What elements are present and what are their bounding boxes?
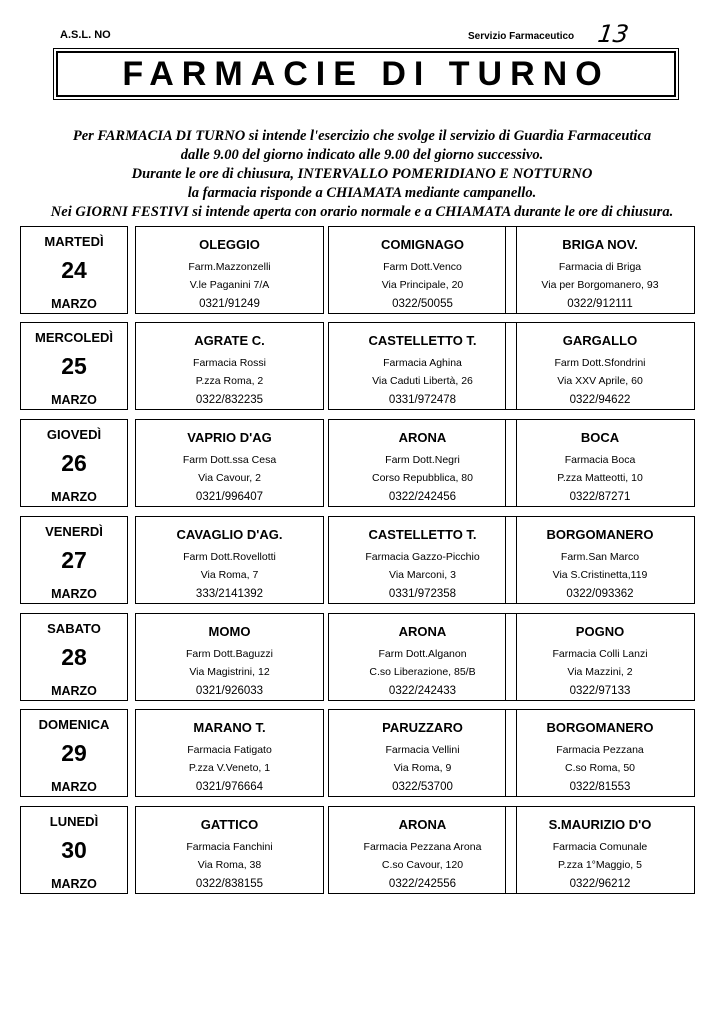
day-row (20, 709, 695, 797)
day-number: 25 (61, 353, 87, 379)
pharmacy-phone: 0322/093362 (566, 588, 634, 600)
pharmacy-cell (135, 806, 324, 894)
pharmacy-cell (505, 226, 695, 314)
weekday: MERCOLEDÌ (35, 330, 113, 345)
day-row (20, 806, 695, 894)
pharmacy-phone: 0322/912111 (567, 298, 633, 310)
pharmacy-town: S.MAURIZIO D'O (548, 817, 652, 832)
pharmacy-cell (135, 613, 324, 701)
pharmacy-town: MARANO T. (193, 720, 266, 735)
pharmacy-name: Farmacia Colli Lanzi (552, 648, 648, 660)
pharmacy-town: MOMO (208, 624, 251, 639)
pharmacy-address: Via Marconi, 3 (389, 569, 456, 581)
pharmacy-phone: 0321/91249 (199, 298, 260, 310)
pharmacy-town: CAVAGLIO D'AG. (176, 527, 283, 542)
pharmacy-cell (328, 806, 517, 894)
pharmacy-address: P.zza V.Veneto, 1 (188, 762, 271, 774)
pharmacy-name: Farm Dott.Sfondrini (554, 357, 646, 369)
pharmacy-address: P.zza Matteotti, 10 (557, 472, 643, 484)
pharmacy-phone: 0322/242556 (388, 878, 457, 890)
pharmacy-town: BORGOMANERO (546, 720, 654, 735)
title-box (56, 51, 676, 97)
date-cell (20, 709, 128, 797)
pharmacy-cell (328, 709, 517, 797)
pharmacy-address: Corso Repubblica, 80 (372, 472, 473, 484)
intro-line: dalle 9.00 del giorno indicato alle 9.00 del giorno successivo. (180, 147, 544, 163)
pharmacy-address: Via Magistrini, 12 (189, 666, 270, 678)
pharmacy-town: GATTICO (200, 817, 259, 832)
month: MARZO (51, 490, 97, 504)
service-label: Servizio Farmaceutico (468, 31, 575, 42)
day-number: 24 (61, 257, 87, 283)
pharmacy-phone: 0322/50055 (392, 298, 453, 310)
pharmacy-cell (505, 806, 695, 894)
month: MARZO (51, 297, 97, 311)
pharmacy-phone: 0322/87271 (569, 491, 631, 503)
page-title: FARMACIE DI TURNO (122, 54, 610, 93)
pharmacy-phone: 333/2141392 (195, 588, 264, 600)
date-cell (20, 226, 128, 314)
pharmacy-address: Via Principale, 20 (381, 279, 464, 291)
pharmacy-phone: 0331/972478 (388, 394, 457, 406)
pharmacy-name: Farmacia Boca (564, 454, 636, 466)
pharmacy-cell (505, 709, 695, 797)
day-row (20, 226, 695, 314)
day-number: 29 (61, 740, 87, 766)
pharmacy-town: BRIGA NOV. (562, 237, 638, 252)
day-number: 27 (61, 547, 87, 573)
day-row (20, 419, 695, 507)
pharmacy-town: PARUZZARO (382, 720, 463, 735)
pharmacy-name: Farmacia Fanchini (186, 841, 273, 853)
pharmacy-town: POGNO (575, 624, 625, 639)
pharmacy-town: GARGALLO (562, 333, 638, 348)
pharmacy-phone: 0322/96212 (569, 878, 631, 890)
pharmacy-name: Farmacia Gazzo-Picchio (365, 551, 480, 563)
asl-label: A.S.L. NO (60, 29, 111, 41)
month: MARZO (51, 684, 97, 698)
pharmacy-cell (328, 226, 517, 314)
pharmacy-town: VAPRIO D'AG (187, 430, 272, 445)
pharmacy-name: Farmacia Pezzana (556, 744, 644, 756)
pharmacy-phone: 0322/94622 (569, 394, 631, 406)
pharmacy-phone: 0321/976664 (195, 781, 264, 793)
intro-text (20, 127, 704, 222)
weekday: GIOVEDÌ (46, 427, 102, 442)
pharmacy-address: Via Roma, 38 (197, 859, 262, 871)
pharmacy-phone: 0321/926033 (195, 685, 264, 697)
pharmacy-name: Farm.San Marco (560, 551, 640, 563)
weekday: DOMENICA (38, 717, 110, 732)
pharmacy-town: ARONA (398, 817, 447, 832)
pharmacy-name: Farm Dott.ssa Cesa (182, 454, 277, 466)
intro-line: Nei GIORNI FESTIVI si intende aperta con orario normale e a CHIAMATA durante le ore di chiusura. (50, 204, 674, 220)
day-row (20, 322, 695, 410)
pharmacy-town: BORGOMANERO (546, 527, 654, 542)
pharmacy-phone: 0321/996407 (195, 491, 264, 503)
weekday: VENERDÌ (45, 524, 103, 539)
weekday: LUNEDÌ (49, 814, 99, 829)
pharmacy-name: Farmacia Vellini (385, 744, 460, 756)
day-row (20, 516, 695, 604)
pharmacy-cell (135, 419, 324, 507)
pharmacy-address: Via S.Cristinetta,119 (552, 569, 648, 581)
pharmacy-cell (505, 613, 695, 701)
pharmacy-cell (505, 516, 695, 604)
pharmacy-name: Farm Dott.Rovellotti (183, 551, 276, 563)
date-cell (20, 613, 128, 701)
day-number: 30 (61, 837, 87, 863)
pharmacy-address: V.le Paganini 7/A (189, 279, 270, 291)
pharmacy-name: Farm.Mazzonzelli (188, 261, 271, 273)
pharmacy-address: Via per Borgomanero, 93 (541, 279, 659, 291)
pharmacy-name: Farmacia Aghina (383, 357, 462, 369)
pharmacy-town: CASTELLETTO T. (368, 527, 477, 542)
pharmacy-town: CASTELLETTO T. (368, 333, 477, 348)
pharmacy-address: C.so Liberazione, 85/B (369, 666, 476, 678)
date-cell (20, 806, 128, 894)
month: MARZO (51, 780, 97, 794)
pharmacy-address: Via Roma, 7 (200, 569, 259, 581)
intro-line: la farmacia risponde a CHIAMATA mediante campanello. (187, 185, 537, 201)
pharmacy-town: ARONA (398, 624, 447, 639)
pharmacy-cell (505, 419, 695, 507)
pharmacy-address: C.so Cavour, 120 (381, 859, 464, 871)
pharmacy-name: Farmacia di Briga (558, 261, 642, 273)
date-cell (20, 322, 128, 410)
pharmacy-phone: 0322/53700 (392, 781, 453, 793)
pharmacy-phone: 0322/242456 (388, 491, 457, 503)
pharmacy-name: Farm Dott.Baguzzi (186, 648, 273, 660)
pharmacy-address: Via Cavour, 2 (198, 472, 261, 484)
page-number: 13 (596, 20, 631, 48)
pharmacy-phone: 0322/832235 (195, 394, 264, 406)
pharmacy-town: COMIGNAGO (380, 237, 465, 252)
intro-line: Durante le ore di chiusura, INTERVALLO POMERIDIANO E NOTTURNO (131, 166, 593, 182)
date-cell (20, 516, 128, 604)
pharmacy-phone: 0322/97133 (569, 685, 631, 697)
month: MARZO (51, 587, 97, 601)
pharmacy-address: C.so Roma, 50 (564, 762, 636, 774)
month: MARZO (51, 393, 97, 407)
pharmacy-address: Via Mazzini, 2 (567, 666, 633, 678)
pharmacy-cell (505, 322, 695, 410)
day-number: 26 (61, 450, 87, 476)
pharmacy-address: P.zza Roma, 2 (195, 375, 264, 387)
pharmacy-name: Farm Dott.Negri (385, 454, 460, 466)
pharmacy-name: Farmacia Fatigato (187, 744, 272, 756)
day-number: 28 (61, 644, 87, 670)
month: MARZO (51, 877, 97, 891)
day-row (20, 613, 695, 701)
pharmacy-name: Farmacia Pezzana Arona (363, 841, 482, 853)
pharmacy-cell (135, 709, 324, 797)
pharmacy-address: Via XXV Aprile, 60 (557, 375, 643, 387)
weekday: MARTEDÌ (44, 234, 104, 249)
pharmacy-name: Farm Dott.Alganon (378, 648, 467, 660)
pharmacy-name: Farmacia Rossi (193, 357, 266, 369)
pharmacy-phone: 0331/972358 (388, 588, 457, 600)
weekday: SABATO (47, 621, 101, 636)
pharmacy-address: Via Caduti Libertà, 26 (372, 375, 473, 387)
pharmacy-name: Farm Dott.Venco (383, 261, 462, 273)
date-cell (20, 419, 128, 507)
pharmacy-cell (328, 613, 517, 701)
pharmacy-phone: 0322/242433 (388, 685, 457, 697)
pharmacy-cell (135, 516, 324, 604)
pharmacy-town: ARONA (398, 430, 447, 445)
pharmacy-town: OLEGGIO (199, 237, 260, 252)
pharmacy-address: Via Roma, 9 (393, 762, 452, 774)
pharmacy-phone: 0322/81553 (569, 781, 631, 793)
pharmacy-cell (135, 226, 324, 314)
pharmacy-town: BOCA (580, 430, 620, 445)
pharmacy-town: AGRATE C. (194, 333, 265, 348)
pharmacy-cell (328, 419, 517, 507)
pharmacy-cell (135, 322, 324, 410)
pharmacy-cell (328, 516, 517, 604)
intro-line: Per FARMACIA DI TURNO si intende l'esercizio che svolge il servizio di Guardia Farmaceutica (72, 128, 652, 144)
pharmacy-address: P.zza 1°Maggio, 5 (558, 859, 642, 871)
pharmacy-name: Farmacia Comunale (552, 841, 648, 853)
pharmacy-phone: 0322/838155 (195, 878, 264, 890)
pharmacy-cell (328, 322, 517, 410)
